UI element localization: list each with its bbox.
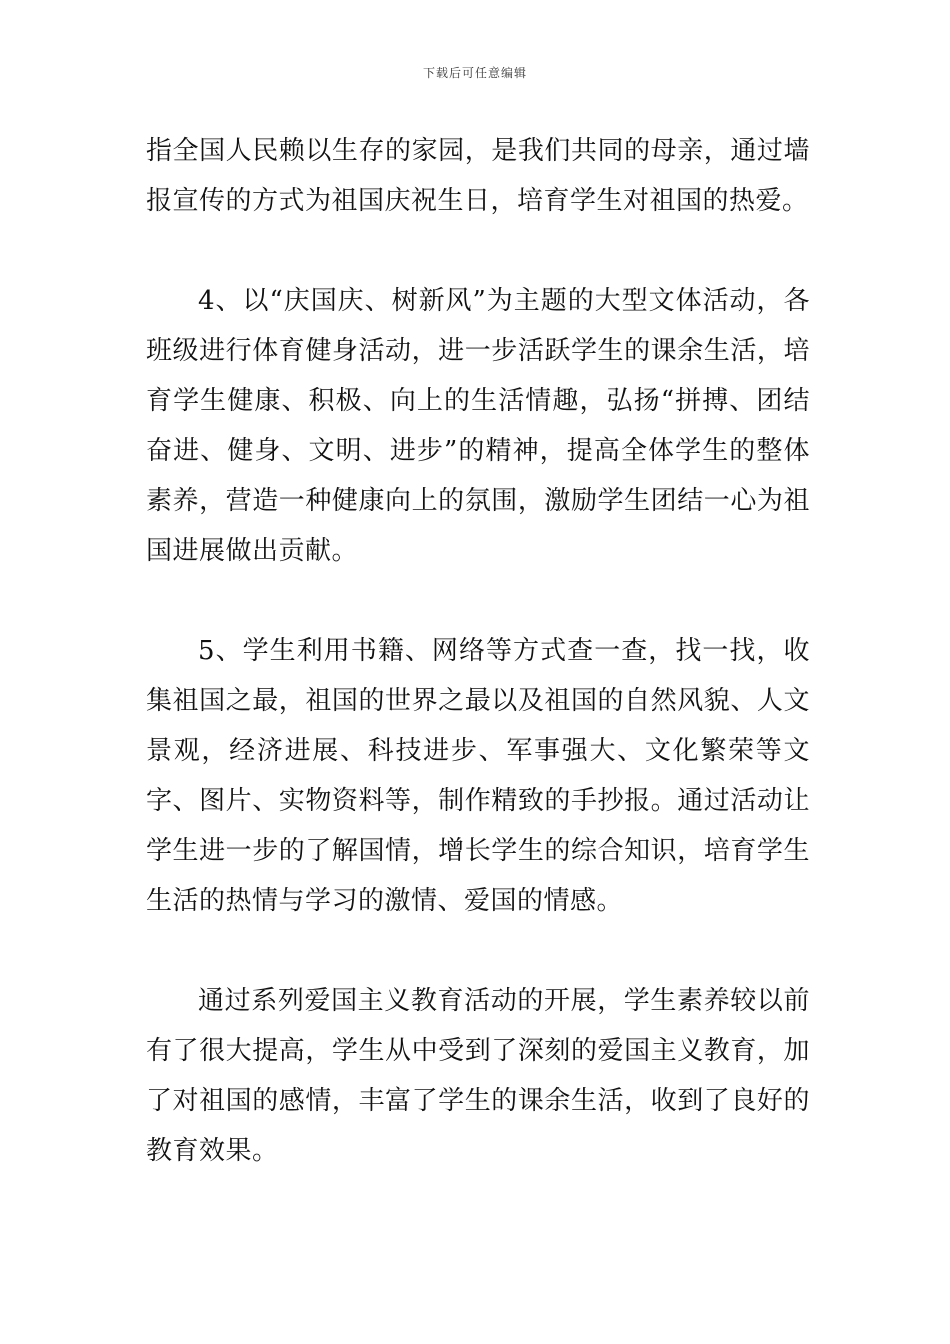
paragraph-gap — [146, 576, 810, 626]
paragraph-item-4: 4、以“庆国庆、树新风”为主题的大型文体活动，各班级进行体育健身活动，进一步活跃学生的课余生活，培育学生健康、积极、向上的生活情趣，弘扬“拼搏、团结奋进、健身、文明、进步”的精神，提高全体学生的整体素养，营造一种健康向上的氛围，激励学生团结一心为祖国进展做出贡献。 — [146, 286, 810, 566]
paragraph-item-5: 5、学生利用书籍、网络等方式查一查，找一找，收集祖国之最，祖国的世界之最以及祖国的自然风貌、人文景观，经济进展、科技进步、军事强大、文化繁荣等文字、图片、实物资料等，制作精致的手抄报。通过活动让学生进一步的了解国情，增长学生的综合知识，培育学生生活的热情与学习的激情、爱国的情感。 — [146, 636, 810, 916]
download-note: 下载后可任意编辑 — [422, 66, 527, 80]
paragraph-continuation: 指全国人民赖以生存的家园，是我们共同的母亲，通过墙报宣传的方式为祖国庆祝生日，培育学生对祖国的热爱。 — [146, 136, 810, 216]
document-body — [146, 126, 810, 1176]
paragraph-summary: 通过系列爱国主义教育活动的开展，学生素养较以前有了很大提高，学生从中受到了深刻的爱国主义教育，加了对祖国的感情，丰富了学生的课余生活，收到了良好的教育效果。 — [146, 986, 810, 1166]
paragraph-gap — [146, 926, 810, 976]
paragraph-gap — [146, 226, 810, 276]
